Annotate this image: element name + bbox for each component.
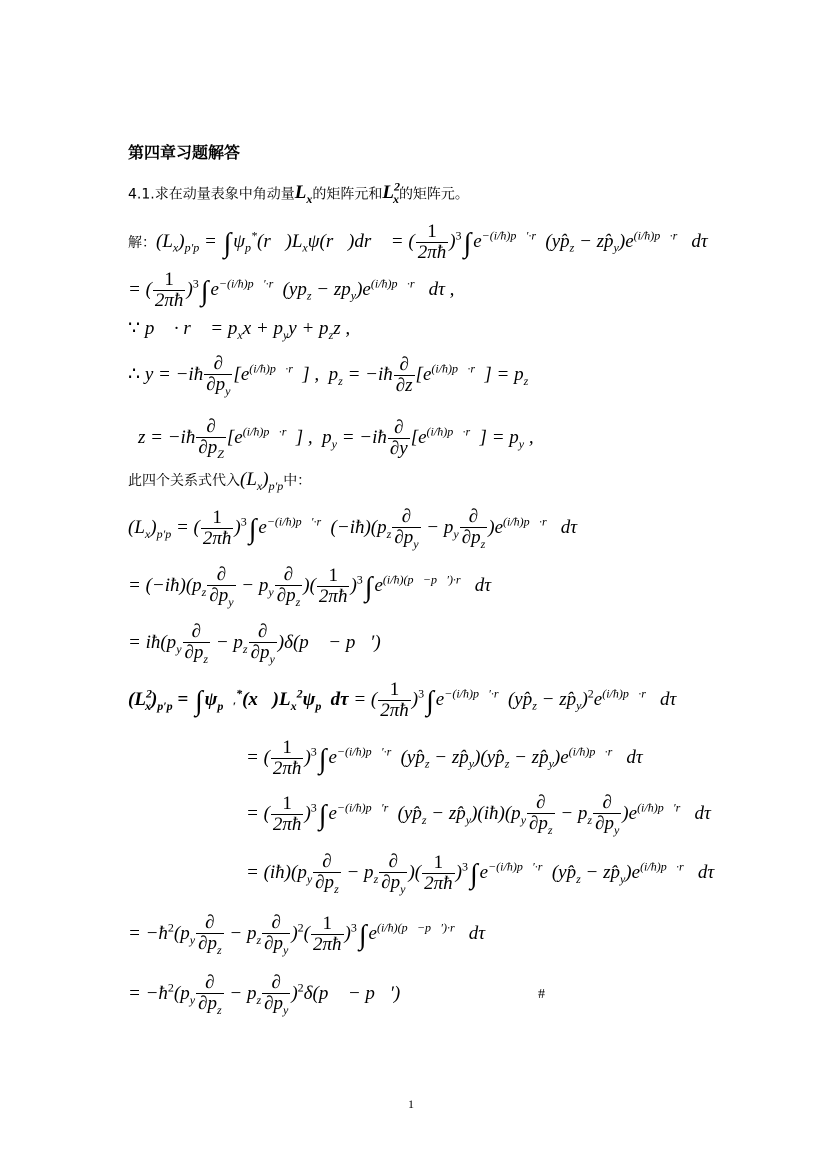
equation-1: 解：$(L_x)_{p'p}$ = ∫ $\psi_p^*(r⃗)L_x\psi(r⃗)dr⃗$ = ( $\frac{1}{2\pi ħ}$ )$^3$∫ $e^{-(i/ħ)p⃗'\cdot r⃗}(yp̂_z$ − $zp̂_y)e^{(i/ħ)p⃗\cdot r⃗}$ dτ: [128, 221, 708, 263]
equation-11: = ( $\frac{1}{2\pi ħ}$ )$^3$∫ $e^{-(i/ħ)p⃗'r⃗}(yp̂_z$ − $zp̂_y)(iħ)(p_y$ $\frac{\partial}{\partial p_z}$ − $p_z$ $\frac{\partial}{\partial p_y}$ )$e^{(i/ħ)p⃗'r⃗}$ dτ: [246, 792, 711, 837]
equation-5: z = −iħ $\frac{\partial}{\partial p_Z}$ $[e^{(i/ħ)p⃗\cdot r⃗}]$ , $p_y$ = −iħ $\frac{\partial}{\partial y}$ $[e^{(i/ħ)p⃗\cdot r⃗}] = p_y$ ,: [138, 416, 534, 461]
equation-12: = $(iħ)(p_y$ $\frac{\partial}{\partial p_z}$ − $p_z$ $\frac{\partial}{\partial p_y}$ )( $\frac{1}{2\pi ħ}$ )$^3$∫ $e^{-(i/ħ)p⃗'\cdot r⃗}(yp̂_z$ − $zp̂_y)e^{(i/ħ)p⃗\cdot r⃗}$ dτ: [246, 851, 715, 896]
equation-14: = $-ħ^2(p_y$ $\frac{\partial}{\partial p_z}$ − $p_z$ $\frac{\partial}{\partial p_y}$ )$^2$δ(p⃗ − p⃗′): [128, 972, 401, 1017]
operator-lx: $L_x$: [294, 182, 313, 207]
equation-2: = ( $\frac{1}{2\pi ħ}$ )$^3$∫ $e^{-(i/ħ)p⃗'\cdot r⃗}(yp_z - zp_y)e^{(i/ħ)p⃗\cdot r⃗}$ dτ ,: [128, 269, 455, 311]
equation-8: = $iħ(p_y$ $\frac{\partial}{\partial p_z}$ − $p_z$ $\frac{\partial}{\partial p_y}$ )δ(p⃗ − p⃗′): [128, 621, 381, 666]
problem-prefix: 4.1.求在动量表象中角动量: [128, 186, 295, 203]
equation-13: = $-ħ^2(p_y$ $\frac{\partial}{\partial p_z}$ − $p_z$ $\frac{\partial}{\partial p_y}$ )$^2$( $\frac{1}{2\pi ħ}$ )$^3$∫ $e^{(i/ħ)(p⃗-p⃗')\cdot r⃗}$ dτ: [128, 912, 486, 957]
problem-mid: 的矩阵元和: [312, 186, 383, 203]
problem-end: 的矩阵元。: [398, 186, 469, 203]
equation-3: ∵ p⃗ · r⃗ = $p_xx + p_yy + p_zz$ ,: [128, 318, 351, 342]
page-number: 1: [408, 1097, 414, 1111]
chapter-heading: 第四章习题解答: [128, 143, 241, 162]
problem-statement: [128, 181, 469, 205]
equation-6: $(L_x)_{p'p}$ = ( $\frac{1}{2\pi ħ}$ )$^3$∫ $e^{-(i/ħ)p⃗'\cdot r⃗}(-iħ)(p_z$ $\frac{\partial}{\partial p_y}$ − $p_y$ $\frac{\partial}{\partial p_z}$ )$e^{(i/ħ)p⃗\cdot r⃗}$ dτ: [128, 506, 578, 551]
equation-10: = ( $\frac{1}{2\pi ħ}$ )$^3$∫ $e^{-(i/ħ)p⃗'\cdot r⃗}(yp̂_z$ − $zp̂_y)(yp̂_z$ − $zp̂_y)e^{(i/ħ)p⃗\cdot r⃗}$ dτ: [246, 737, 643, 779]
substitution-sentence: 此四个关系式代入$(L_x)_{p'p}$中：: [128, 469, 312, 493]
solution-label: 解：: [128, 234, 156, 251]
equation-7: = $(-iħ)(p_z$ $\frac{\partial}{\partial p_y}$ − $p_y$ $\frac{\partial}{\partial p_z}$ )( $\frac{1}{2\pi ħ}$ )$^3$∫ $e^{(i/ħ)(p⃗-p⃗')\cdot r⃗}$ dτ: [128, 564, 491, 609]
equation-9: $(L^2_x)_{p'p}$ = ∫ $\psi_{p⃗'}^*(x⃗)L_x^2\psi_{p⃗}d\tau$ = ( $\frac{1}{2\pi ħ}$ )$^3$∫ $e^{-(i/ħ)p⃗'\cdot r⃗}(yp̂_z$ − $zp̂_y)^2e^{(i/ħ)p⃗\cdot r⃗}$ dτ: [128, 679, 677, 721]
equation-4: ∴ y = −iħ $\frac{\partial}{\partial p_y}$ $[e^{(i/ħ)p⃗\cdot r⃗}]$ , $p_z$ = −iħ $\frac{\partial}{\partial z}$ $[e^{(i/ħ)p⃗\cdot r⃗}] = p_z$: [128, 353, 529, 398]
end-mark: #: [538, 987, 545, 1002]
operator-lx2: $L^2_x$: [382, 180, 400, 207]
